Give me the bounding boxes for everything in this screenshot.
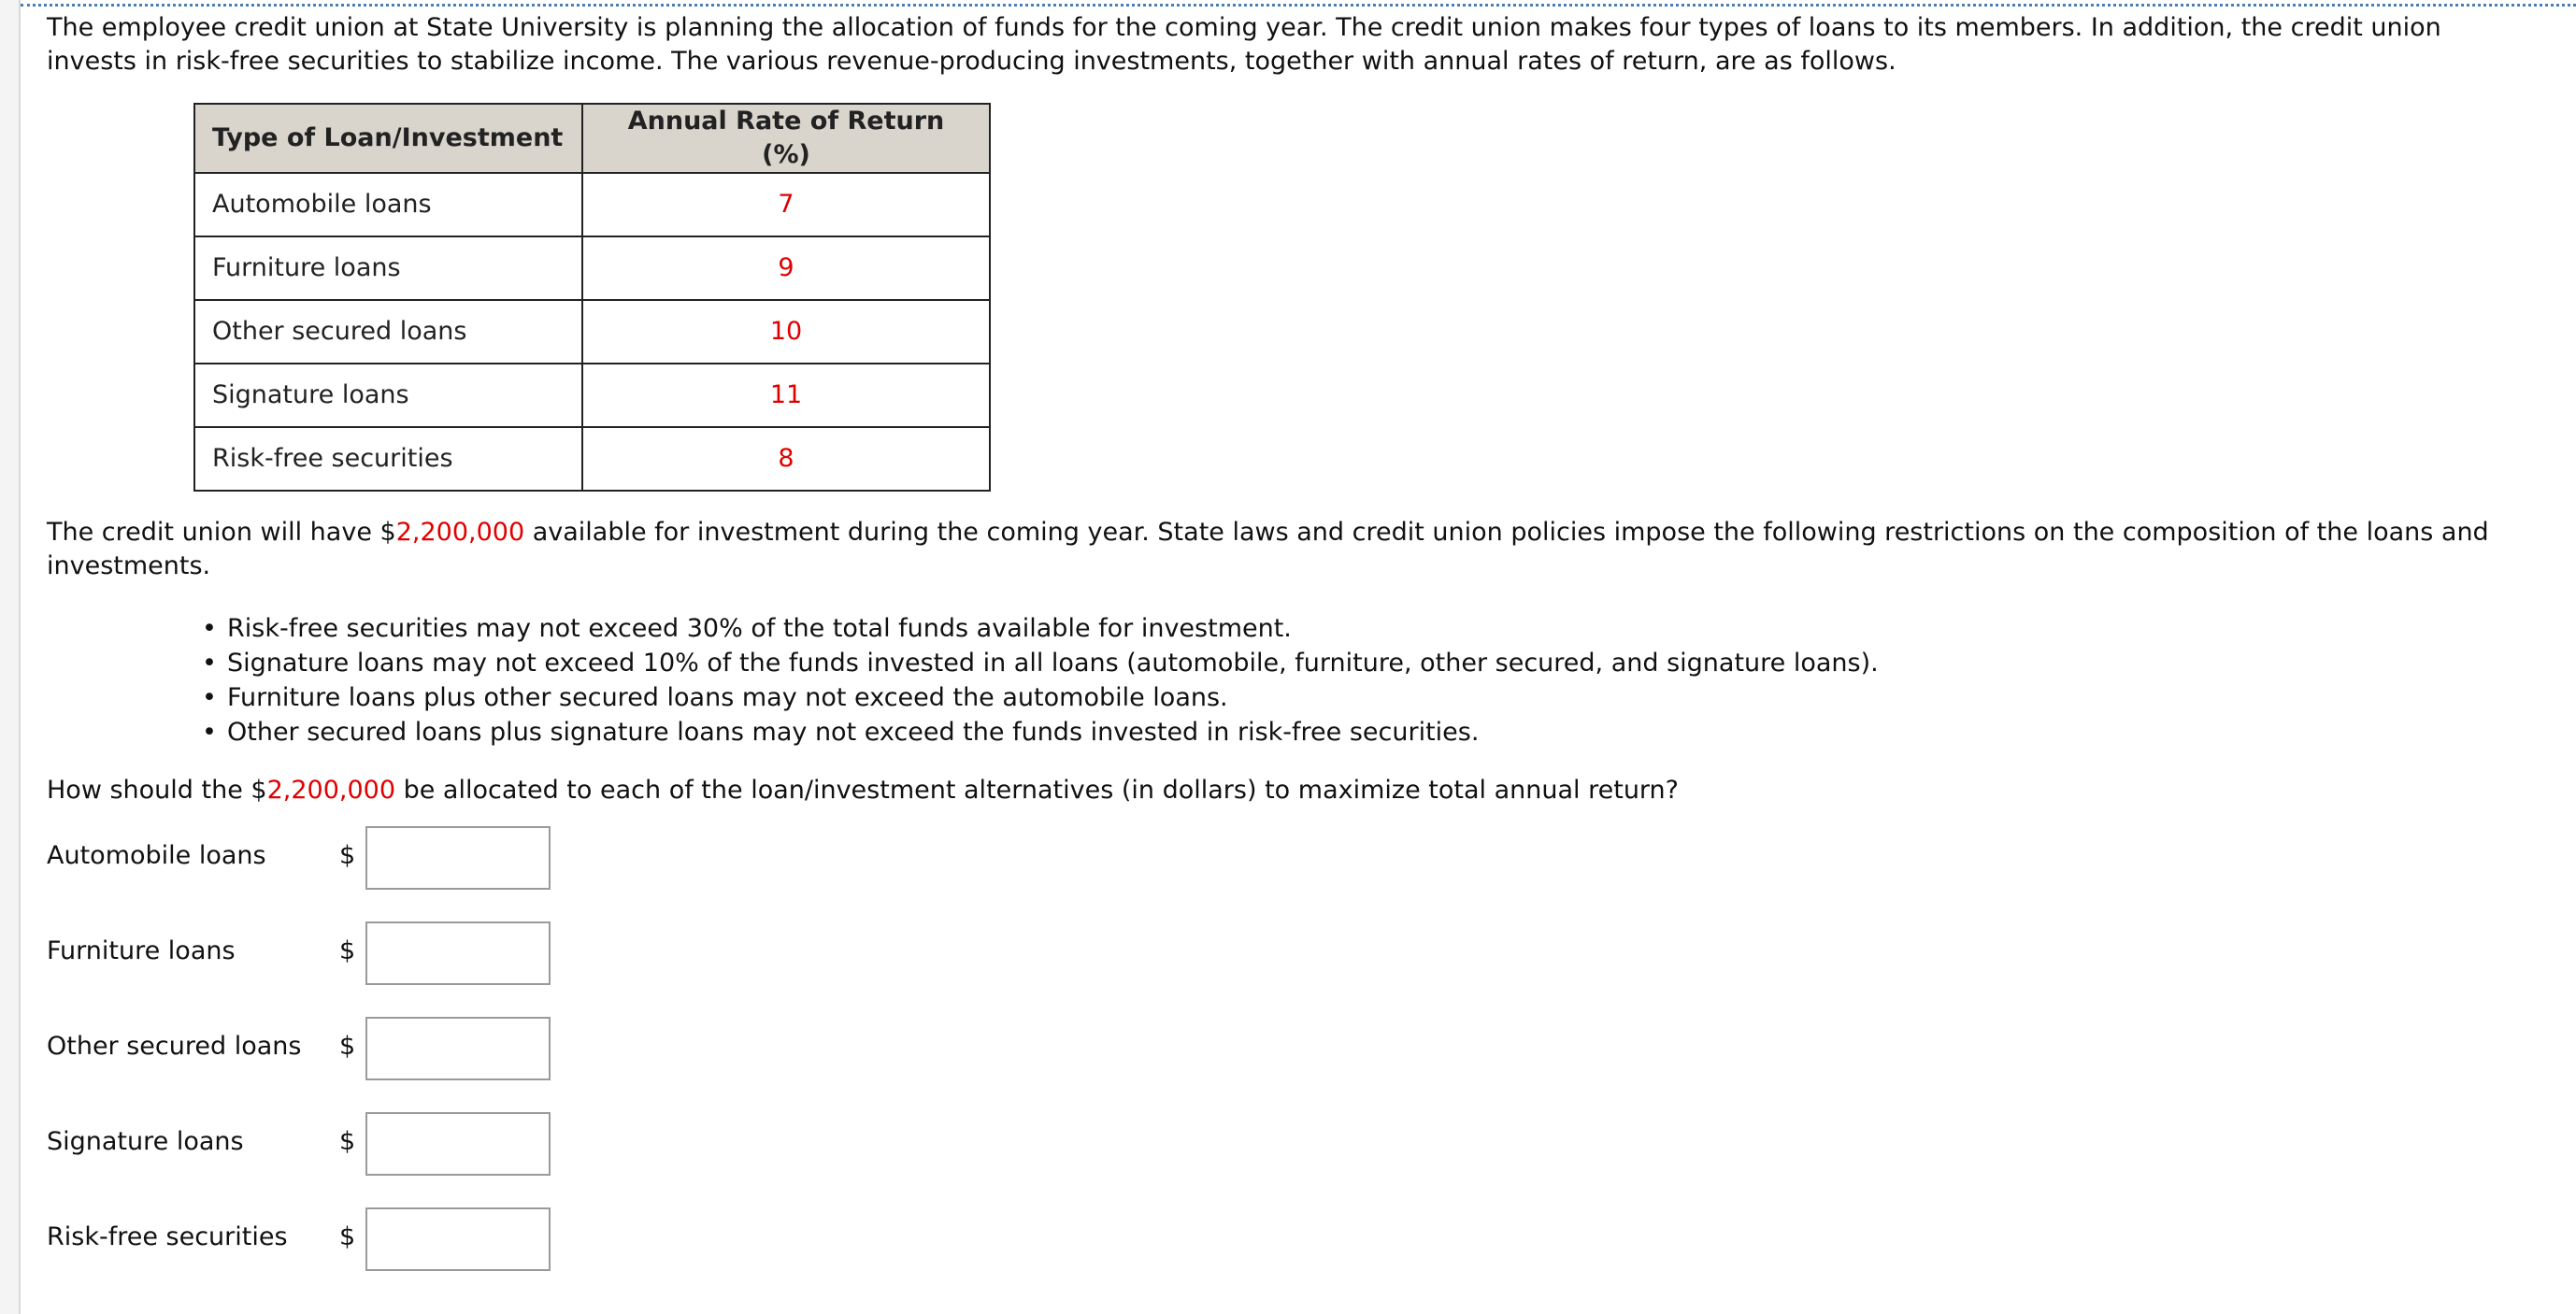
rates-table — [193, 103, 991, 492]
list-item — [202, 611, 2552, 646]
funds-paragraph — [47, 516, 2496, 583]
loan-type-cell: Risk-free securities — [194, 427, 582, 491]
question-content — [47, 11, 2552, 1303]
loan-type-cell: Furniture loans — [194, 236, 582, 300]
funds-text-before: The credit union will have $ — [47, 518, 396, 547]
dollar-sign: $ — [339, 841, 356, 870]
answer-label: Other secured loans — [47, 1032, 302, 1061]
dollar-sign: $ — [339, 936, 356, 965]
automobile-loans-input[interactable] — [365, 826, 551, 890]
answer-label: Risk-free securities — [47, 1222, 288, 1251]
question-text-before: How should the $ — [47, 776, 267, 805]
column-header-rate: Annual Rate of Return (%) — [582, 104, 990, 173]
restriction-text: Furniture loans plus other secured loans may not exceed the automobile loans. — [227, 683, 1228, 712]
question-amount: 2,200,000 — [266, 776, 396, 805]
question-panel — [19, 0, 2576, 1314]
rate-cell: 8 — [582, 427, 990, 491]
list-item — [202, 680, 2552, 715]
question-paragraph — [47, 774, 2552, 807]
list-item — [202, 715, 2552, 750]
restrictions-list — [47, 611, 2552, 750]
question-text-after: be allocated to each of the loan/investment alternatives (in dollars) to maximize total annual return? — [395, 776, 1679, 805]
answer-label: Signature loans — [47, 1127, 244, 1156]
funds-amount: 2,200,000 — [395, 518, 525, 547]
column-header-type: Type of Loan/Investment — [194, 104, 582, 173]
table-row — [194, 427, 990, 491]
rate-cell: 10 — [582, 300, 990, 364]
rates-table-header-row — [194, 104, 990, 173]
table-row — [194, 364, 990, 427]
loan-type-cell: Automobile loans — [194, 173, 582, 236]
rate-cell: 7 — [582, 173, 990, 236]
bullet-icon: • — [202, 718, 217, 747]
answer-row-risk-free — [47, 1207, 2552, 1303]
rate-cell: 11 — [582, 364, 990, 427]
top-dotted-divider — [21, 4, 2576, 7]
table-row — [194, 173, 990, 236]
bullet-icon: • — [202, 614, 217, 643]
dollar-sign: $ — [339, 1127, 356, 1156]
table-row — [194, 236, 990, 300]
bullet-icon: • — [202, 683, 217, 712]
answer-row-signature — [47, 1112, 2552, 1207]
furniture-loans-input[interactable] — [365, 921, 551, 985]
answer-row-furniture — [47, 921, 2552, 1017]
restriction-text: Risk-free securities may not exceed 30% of the total funds available for investment. — [227, 614, 1292, 643]
intro-paragraph: The employee credit union at State University is planning the allocation of funds for the coming year. The credit union makes four types of loans to its members. In addition, the credit union invests in risk-free securities to stabilize income. The various revenue-producing investments, together with annual rates of return, are as follows. — [47, 13, 2441, 76]
answer-form — [47, 826, 2552, 1303]
dollar-sign: $ — [339, 1032, 356, 1061]
loan-type-cell: Signature loans — [194, 364, 582, 427]
answer-label: Automobile loans — [47, 841, 266, 870]
answer-label: Furniture loans — [47, 936, 236, 965]
loan-type-cell: Other secured loans — [194, 300, 582, 364]
answer-row-other-secured — [47, 1017, 2552, 1112]
funds-text-after: available for investment during the coming year. State laws and credit union policies impose the following restrictions on the composition of the loans and investments. — [47, 518, 2489, 580]
dollar-sign: $ — [339, 1222, 356, 1251]
answer-row-automobile — [47, 826, 2552, 921]
risk-free-securities-input[interactable] — [365, 1207, 551, 1271]
rate-cell: 9 — [582, 236, 990, 300]
bullet-icon: • — [202, 649, 217, 678]
table-row — [194, 300, 990, 364]
other-secured-loans-input[interactable] — [365, 1017, 551, 1080]
restriction-text: Other secured loans plus signature loans may not exceed the funds invested in risk-free securities. — [227, 718, 1480, 747]
restriction-text: Signature loans may not exceed 10% of the funds invested in all loans (automobile, furniture, other secured, and signature loans). — [227, 649, 1879, 678]
signature-loans-input[interactable] — [365, 1112, 551, 1176]
list-item — [202, 646, 2552, 680]
